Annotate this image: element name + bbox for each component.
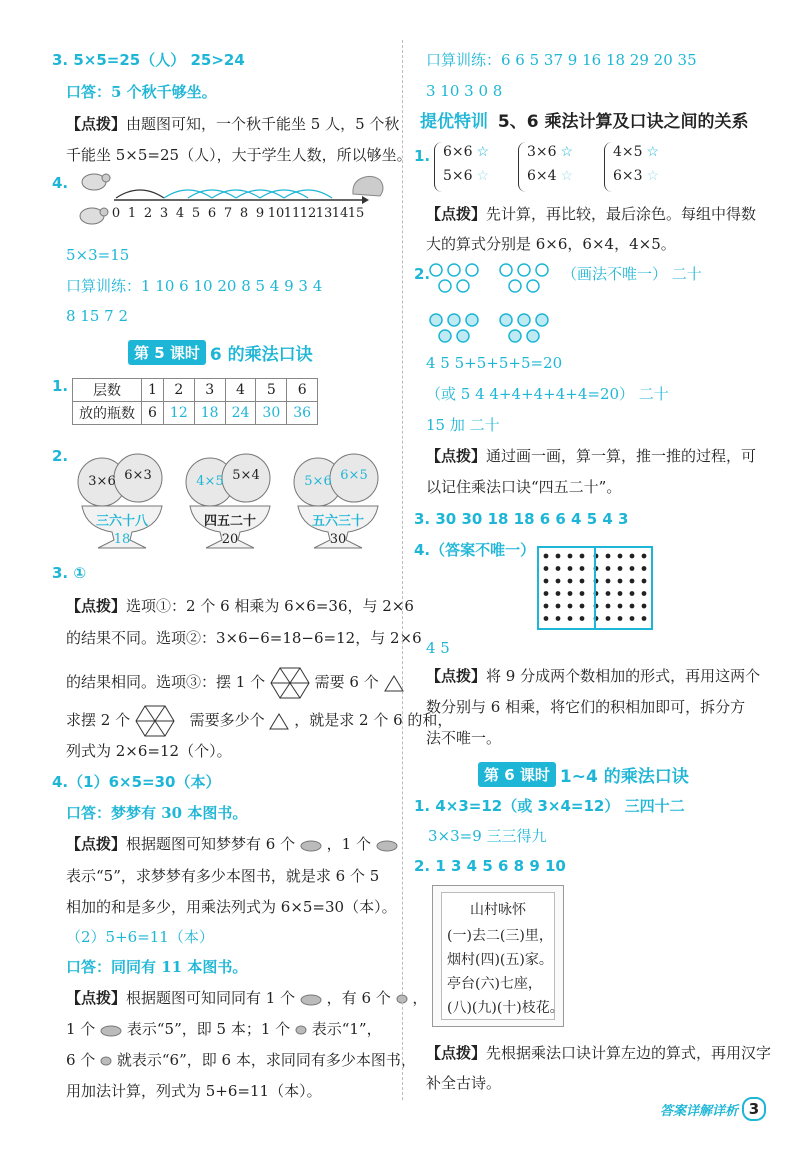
table-cell: 18 <box>194 402 225 425</box>
q3-line: 3. 5×5=25（人） 25>24 <box>52 51 245 69</box>
triangle-icon <box>269 712 289 730</box>
star-icon: ☆ <box>560 144 574 160</box>
dot <box>580 616 585 621</box>
dot <box>556 579 561 584</box>
s-q2-note: （画法不唯一） 二十 <box>562 265 702 283</box>
table-cell: 3 <box>194 379 225 402</box>
pair-expression: 6×4 ☆ <box>527 168 574 184</box>
dot <box>568 591 573 596</box>
s-q4-label: 4.（答案不唯一） <box>414 541 536 559</box>
dot <box>630 604 635 609</box>
dot <box>606 579 611 584</box>
dot <box>630 579 635 584</box>
q3b-tip-3: 的结果相同。选项③：摆 1 个 需要 6 个 <box>66 666 404 700</box>
dot <box>630 591 635 596</box>
s-q4-answer: 4 5 <box>426 639 450 657</box>
special-tag: 提优特训 <box>420 112 488 132</box>
stone-icon <box>376 838 398 852</box>
column-divider <box>402 40 403 1100</box>
cup-rhyme: 五六三十 <box>311 514 364 529</box>
tick-label: 10 <box>267 206 285 221</box>
table-row <box>73 379 318 402</box>
dot <box>580 554 585 559</box>
l5-q1-label: 1. <box>52 377 69 395</box>
q4-label: 4. <box>52 174 69 192</box>
s-q4-tip-1: 【点拨】将 9 分成两个数相加的形式，再用这两个 <box>426 667 761 685</box>
l6-q1-line2: 3×3=9 三三得九 <box>428 827 547 845</box>
tick-label: 15 <box>347 206 365 221</box>
dot <box>568 554 573 559</box>
page-number: 3 <box>742 1097 766 1121</box>
dot <box>642 554 647 559</box>
dot <box>568 604 573 609</box>
special-heading <box>420 112 749 132</box>
dot <box>544 616 549 621</box>
dot <box>556 566 561 571</box>
l5-q3-label: 3. ① <box>52 564 87 582</box>
comparison-pair <box>434 142 515 192</box>
q3-answer: 口答：5 个秋千够坐。 <box>66 83 217 101</box>
dot <box>606 554 611 559</box>
cup-rhyme: 四五二十 <box>203 514 256 529</box>
poem-line: (一)去二(三)里， <box>447 928 553 944</box>
s-q1-tip-1: 【点拨】先计算，再比较，最后涂色。每组中得数 <box>426 205 757 223</box>
pebble-icon <box>100 1056 112 1066</box>
s-q2-line5: 15 加 二十 <box>426 416 500 434</box>
star-icon: ☆ <box>476 168 490 184</box>
star-icon: ☆ <box>476 144 490 160</box>
tick-label: 12 <box>299 206 317 221</box>
s-q1-tip-2: 大的算式分别是 6×6，6×4，4×5。 <box>426 235 676 253</box>
dot <box>630 616 635 621</box>
q3b-tip-1: 【点拨】选项①：2 个 6 相乘为 6×6=36，与 2×6 <box>66 597 414 615</box>
triangle-icon <box>384 674 404 692</box>
s-q2-line4: （或 5 4 4+4+4+4+4=20） 二十 <box>426 385 669 403</box>
table-cell: 6 <box>142 402 164 425</box>
oral-training-left-1: 口算训练：1 10 6 10 20 8 5 4 9 3 4 <box>66 277 323 295</box>
q3b-tip-4: 求摆 2 个 需要多少个 ，就是求 2 个 6 的和， <box>66 704 452 738</box>
star-icon: ☆ <box>646 168 660 184</box>
dot <box>556 554 561 559</box>
dot-grid <box>537 546 653 630</box>
q4c-tip-2: 1 个 表示“5”，即 5 本；1 个 表示“1”， <box>66 1020 382 1038</box>
cup-rhyme: 三六十八 <box>95 514 148 529</box>
dot <box>568 616 573 621</box>
l6-tip-2: 补全古诗。 <box>426 1074 502 1092</box>
dot <box>642 604 647 609</box>
star-icon: ☆ <box>646 144 660 160</box>
tick-label: 1 <box>127 206 137 221</box>
cup-expr-right: 6×3 <box>124 468 152 483</box>
comparison-pair <box>518 142 599 192</box>
s-q1-label: 1. <box>414 147 431 165</box>
poem-line: 亭台(六)七座， <box>447 976 542 992</box>
l6-q2-answers: 2. 1 3 4 5 6 8 9 10 <box>414 857 566 875</box>
l5-q4-part1: 4.（1）6×5=30（本） <box>52 773 221 791</box>
special-title: 5、6 乘法计算及口诀之间的关系 <box>497 112 749 132</box>
dot <box>544 554 549 559</box>
table-cell: 24 <box>225 402 256 425</box>
dot <box>544 579 549 584</box>
tick-label: 0 <box>111 206 121 221</box>
tick-label: 6 <box>207 206 217 221</box>
tick-label: 8 <box>239 206 249 221</box>
lesson5-heading <box>128 340 313 365</box>
q4c-tip-4: 用加法计算，列式为 5+6=11（本）。 <box>66 1082 322 1100</box>
poem-title: 山村咏怀 <box>470 902 526 918</box>
poem-line: (八)(九)(十)枝花。 <box>447 1000 564 1016</box>
page-footer <box>660 1097 766 1121</box>
l6-tip-1: 【点拨】先根据乘法口诀计算左边的算式，再用汉字 <box>426 1044 772 1062</box>
cup-answer: 30 <box>329 532 347 547</box>
table-cell: 30 <box>256 402 287 425</box>
dot <box>618 566 623 571</box>
ice-cream-cup <box>180 448 280 552</box>
pair-expression: 6×3 ☆ <box>613 168 660 184</box>
ice-cream-cup <box>288 448 388 552</box>
lesson6-heading <box>478 762 689 787</box>
cup-expr-left: 5×6 <box>304 474 332 489</box>
dot <box>642 616 647 621</box>
dot <box>618 616 623 621</box>
dot <box>618 554 623 559</box>
dot <box>606 616 611 621</box>
poem-scroll <box>432 885 564 1027</box>
dot <box>580 591 585 596</box>
lesson5-title: 6 的乘法口诀 <box>209 345 313 365</box>
cup-expr-left: 4×5 <box>196 474 224 489</box>
s-q2-tip-1: 【点拨】通过画一画，算一算，推一推的过程，可 <box>426 447 757 465</box>
dot <box>618 579 623 584</box>
table-cell: 层数 <box>73 379 142 402</box>
dot <box>642 591 647 596</box>
pair-expression: 6×6 ☆ <box>443 144 490 160</box>
s-q2-label: 2. <box>414 265 431 283</box>
q4c-tip-1: 【点拨】根据题图可知同同有 1 个 ，有 6 个 ， <box>66 989 428 1007</box>
double-hexagon-icon <box>135 704 185 738</box>
dot <box>606 591 611 596</box>
hexagon-icon <box>270 666 310 700</box>
table-cell: 放的瓶数 <box>73 402 142 425</box>
table-cell: 36 <box>287 402 318 425</box>
dot <box>544 591 549 596</box>
star-icon: ☆ <box>560 168 574 184</box>
ice-cream-cup <box>72 448 172 552</box>
table-cell: 6 <box>287 379 318 402</box>
dot <box>630 554 635 559</box>
l5-q2-label: 2. <box>52 447 69 465</box>
stone-icon <box>300 838 322 852</box>
poem-line: 烟村(四)(五)家。 <box>447 952 553 968</box>
tick-label: 3 <box>159 206 169 221</box>
dot <box>568 566 573 571</box>
dot <box>544 566 549 571</box>
s-q3-answers: 3. 30 30 18 18 6 6 4 5 4 3 <box>414 510 629 528</box>
q3b-tip-2: 的结果不同。选项②：3×6−6=18−6=12，与 2×6 <box>66 629 422 647</box>
table-cell: 4 <box>225 379 256 402</box>
dot <box>606 604 611 609</box>
table-cell: 12 <box>163 402 194 425</box>
dot <box>556 616 561 621</box>
table-cell: 1 <box>142 379 164 402</box>
dot <box>630 566 635 571</box>
s-q4-tip-2: 数分别与 6 相乘，将它们的积相加即可，拆分方 <box>426 698 746 716</box>
cup-expr-left: 3×6 <box>88 474 116 489</box>
tick-label: 14 <box>331 206 349 221</box>
pair-expression: 4×5 ☆ <box>613 144 660 160</box>
dot <box>618 604 623 609</box>
tick-label: 9 <box>255 206 265 221</box>
tick-label: 7 <box>223 206 233 221</box>
q3-tip-1: 【点拨】由题图可知，一个秋千能坐 5 人，5 个秋 <box>66 115 400 133</box>
oral-training-right-1: 口算训练：6 6 5 37 9 16 18 29 20 35 <box>426 51 697 69</box>
oral-training-left-2: 8 15 7 2 <box>66 307 129 325</box>
pair-expression: 3×6 ☆ <box>527 144 574 160</box>
oral-training-right-2: 3 10 3 0 8 <box>426 82 503 100</box>
dot <box>606 566 611 571</box>
dot <box>580 579 585 584</box>
l6-q1-line1: 1. 4×3=12（或 3×4=12） 三四十二 <box>414 797 685 815</box>
q3b-tip-5: 列式为 2×6=12（个）。 <box>66 742 232 760</box>
table-cell: 2 <box>163 379 194 402</box>
dot <box>556 591 561 596</box>
bottle-table <box>72 378 318 425</box>
dot <box>642 566 647 571</box>
dot <box>544 604 549 609</box>
cup-answer: 20 <box>221 532 239 547</box>
stone-icon <box>100 1023 122 1037</box>
table-row <box>73 402 318 425</box>
q4c-tip-3: 6 个 就表示“6”，即 6 本，求同同有多少本图书， <box>66 1051 416 1069</box>
l5-q4-answer1: 口答：梦梦有 30 本图书。 <box>66 804 248 822</box>
lesson5-tag: 第 5 课时 <box>128 340 206 365</box>
dot <box>568 579 573 584</box>
l5-q4-part2: （2）5+6=11（本） <box>66 928 214 946</box>
table-cell: 5 <box>256 379 287 402</box>
dot <box>642 579 647 584</box>
s-q4-tip-3: 法不唯一。 <box>426 729 502 747</box>
s-q2-tip-2: 以记住乘法口诀“四五二十”。 <box>426 478 622 496</box>
cup-expr-right: 5×4 <box>232 468 260 483</box>
q4b-tip-1: 【点拨】根据题图可知梦梦有 6 个 ，1 个 <box>66 834 398 854</box>
tick-label: 2 <box>143 206 153 221</box>
lesson6-title: 1~4 的乘法口诀 <box>559 767 689 787</box>
lesson6-tag: 第 6 课时 <box>478 762 556 787</box>
dot <box>580 566 585 571</box>
pebble-icon <box>295 1025 307 1035</box>
q4-equation: 5×3=15 <box>66 246 130 264</box>
dot <box>580 604 585 609</box>
l5-q4-answer2: 口答：同同有 11 本图书。 <box>66 958 248 976</box>
tick-label: 13 <box>315 206 333 221</box>
circle-groups-row2 <box>428 312 568 348</box>
q4b-tip-3: 相加的和是多少，用乘法列式为 6×5=30（本）。 <box>66 898 397 916</box>
comparison-pair <box>604 142 685 192</box>
dot <box>556 604 561 609</box>
dot <box>618 591 623 596</box>
stone-icon <box>300 992 322 1006</box>
q3-tip-2: 千能坐 5×5=25（人），大于学生人数，所以够坐。 <box>66 146 412 164</box>
cup-expr-right: 6×5 <box>340 468 368 483</box>
q4b-tip-2: 表示“5”，求梦梦有多少本图书，就是求 6 个 5 <box>66 867 380 885</box>
pair-expression: 5×6 ☆ <box>443 168 490 184</box>
footer-text: 答案详解详析 <box>659 1103 738 1119</box>
cup-answer: 18 <box>113 532 131 547</box>
s-q2-line3: 4 5 5+5+5+5=20 <box>426 354 563 372</box>
tick-label: 4 <box>175 206 185 221</box>
tick-label: 5 <box>191 206 201 221</box>
tick-label: 11 <box>283 206 301 221</box>
